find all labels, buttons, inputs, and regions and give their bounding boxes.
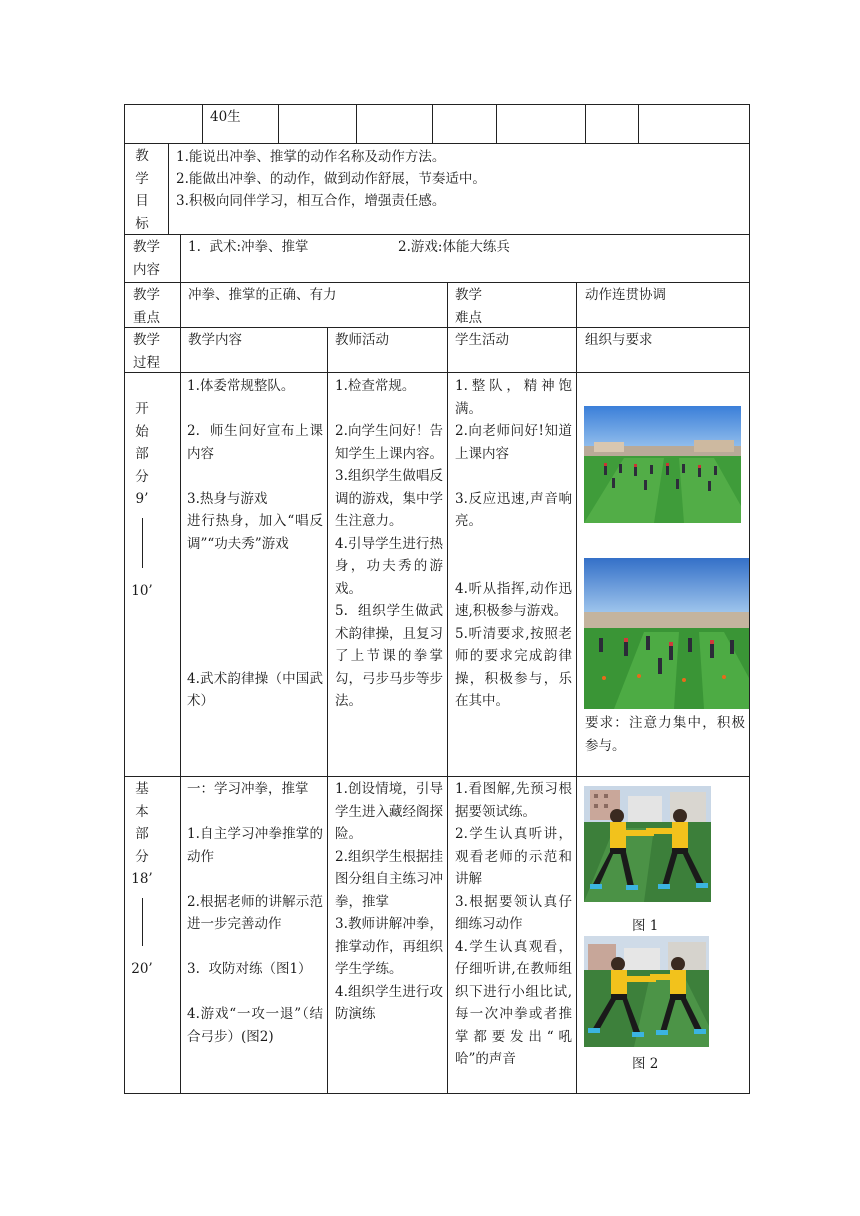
row-divider [124, 282, 750, 283]
cell-divider [576, 282, 577, 327]
part1-teacher: 1.检查常规。 2.向学生问好！告知学生上课内容。 3.组织学生做唱反调的游戏，集中学生注意力。 4.引导学生进行热身，功夫秀的游戏。 5. 组织学生做武术韵律操，且复习了上节课的拳掌勾，弓步马步等步法。 [335, 378, 443, 709]
difficulty-label: 教学 难点 [455, 287, 482, 326]
difficulty-value: 动作连贯协调 [585, 287, 666, 303]
column-header-content: 教学内容 [188, 332, 242, 348]
figure2-caption: 图 2 [632, 1056, 659, 1072]
cell-divider [356, 104, 357, 143]
part1-student: 1.整队，精神饱满。 2.向老师问好!知道上课内容 3.反应迅速,声音响亮。 4.听从指挥,动作迅速,积极参与游戏。 5.听清要求,按照老师的要求完成韵律操，积极参与，乐在其中。 [455, 378, 572, 709]
goal-line: 1.能说出冲拳、推掌的动作名称及动作方法。 [176, 149, 446, 165]
cell-divider [202, 104, 203, 143]
part1-time-dash [142, 518, 143, 568]
table-border-left [124, 104, 125, 1094]
part1-time-end: 10’ [131, 583, 153, 599]
figure1-caption: 图 1 [632, 918, 659, 934]
column-header-teacher: 教师活动 [335, 332, 389, 348]
part2-time-end: 20’ [131, 961, 153, 977]
cell-divider [180, 234, 181, 282]
row-divider [124, 776, 750, 777]
cell-divider [447, 327, 448, 1094]
cell-divider [327, 327, 328, 1094]
figure2-photo [584, 936, 709, 1047]
row-divider [124, 327, 750, 328]
table-border-bottom [124, 1093, 750, 1094]
content-label: 教学 内容 [133, 239, 160, 278]
part2-content: 一：学习冲拳，推掌 1.自主学习冲拳推掌的动作 2.根据老师的讲解示范进一步完善动作 3. 攻防对练（图1） 4.游戏“一攻一退”（结合弓步）(图2) [187, 781, 323, 1045]
row-divider [124, 234, 750, 235]
part2-time-dash [142, 898, 143, 946]
content-item-game: 2.游戏:体能大练兵 [398, 239, 510, 255]
cell-divider [180, 327, 181, 1094]
warmup-photo-1 [584, 406, 741, 523]
content-item-wushu: 1. 武术:冲拳、推掌 [188, 239, 309, 255]
cell-divider [576, 327, 577, 1094]
part2-teacher: 1.创设情境，引导学生进入藏经阁探险。 2.组织学生根据挂图分组自主练习冲拳，推掌 3.教师讲解冲拳，推掌动作，再组织学生学练。 4.组织学生进行攻防演练 [335, 781, 443, 1022]
table-border-top [124, 104, 750, 105]
process-label: 教学 过程 [133, 332, 160, 371]
figure1-photo [584, 786, 711, 902]
part1-requirement: 要求：注意力集中，积极参与。 [585, 715, 745, 754]
goal-line: 2.能做出冲拳、的动作，做到动作舒展，节奏适中。 [176, 171, 486, 187]
row-divider [124, 143, 750, 144]
cell-divider [278, 104, 279, 143]
cell-divider [432, 104, 433, 143]
cell-divider [638, 104, 639, 143]
cell-divider [168, 143, 169, 234]
student-count: 40生 [210, 109, 241, 125]
row-divider [124, 372, 750, 373]
goals-label: 教 学 目 标 [135, 148, 149, 232]
cell-divider [180, 282, 181, 327]
cell-divider [447, 282, 448, 327]
part2-student: 1.看图解,先预习根据要领试练。 2.学生认真听讲，观看老师的示范和讲解 3.根据要领认真仔细练习动作 4.学生认真观看，仔细听讲,在教师组织下进行小组比试,每一次冲拳或者推掌都要发出“吼哈”的声音 [455, 781, 572, 1067]
keypoints-label: 教学 重点 [133, 287, 160, 326]
column-header-organization: 组织与要求 [585, 332, 653, 348]
cell-divider [585, 104, 586, 143]
cell-divider [496, 104, 497, 143]
part1-content: 1.体委常规整队。 2. 师生问好宣布上课内容 3.热身与游戏 进行热身，加入“唱反调”“功夫秀”游戏 4.武术韵律操（中国武术） [187, 378, 323, 709]
part1-label: 开 始 部 分 9’ [135, 401, 149, 507]
column-header-student: 学生活动 [455, 332, 509, 348]
table-border-right [749, 104, 750, 1094]
keypoints-value: 冲拳、推掌的正确、有力 [188, 287, 337, 303]
part2-label: 基 本 部 分 18’ [131, 781, 153, 887]
warmup-photo-2 [584, 558, 749, 709]
goal-line: 3.积极向同伴学习，相互合作，增强责任感。 [176, 193, 446, 209]
